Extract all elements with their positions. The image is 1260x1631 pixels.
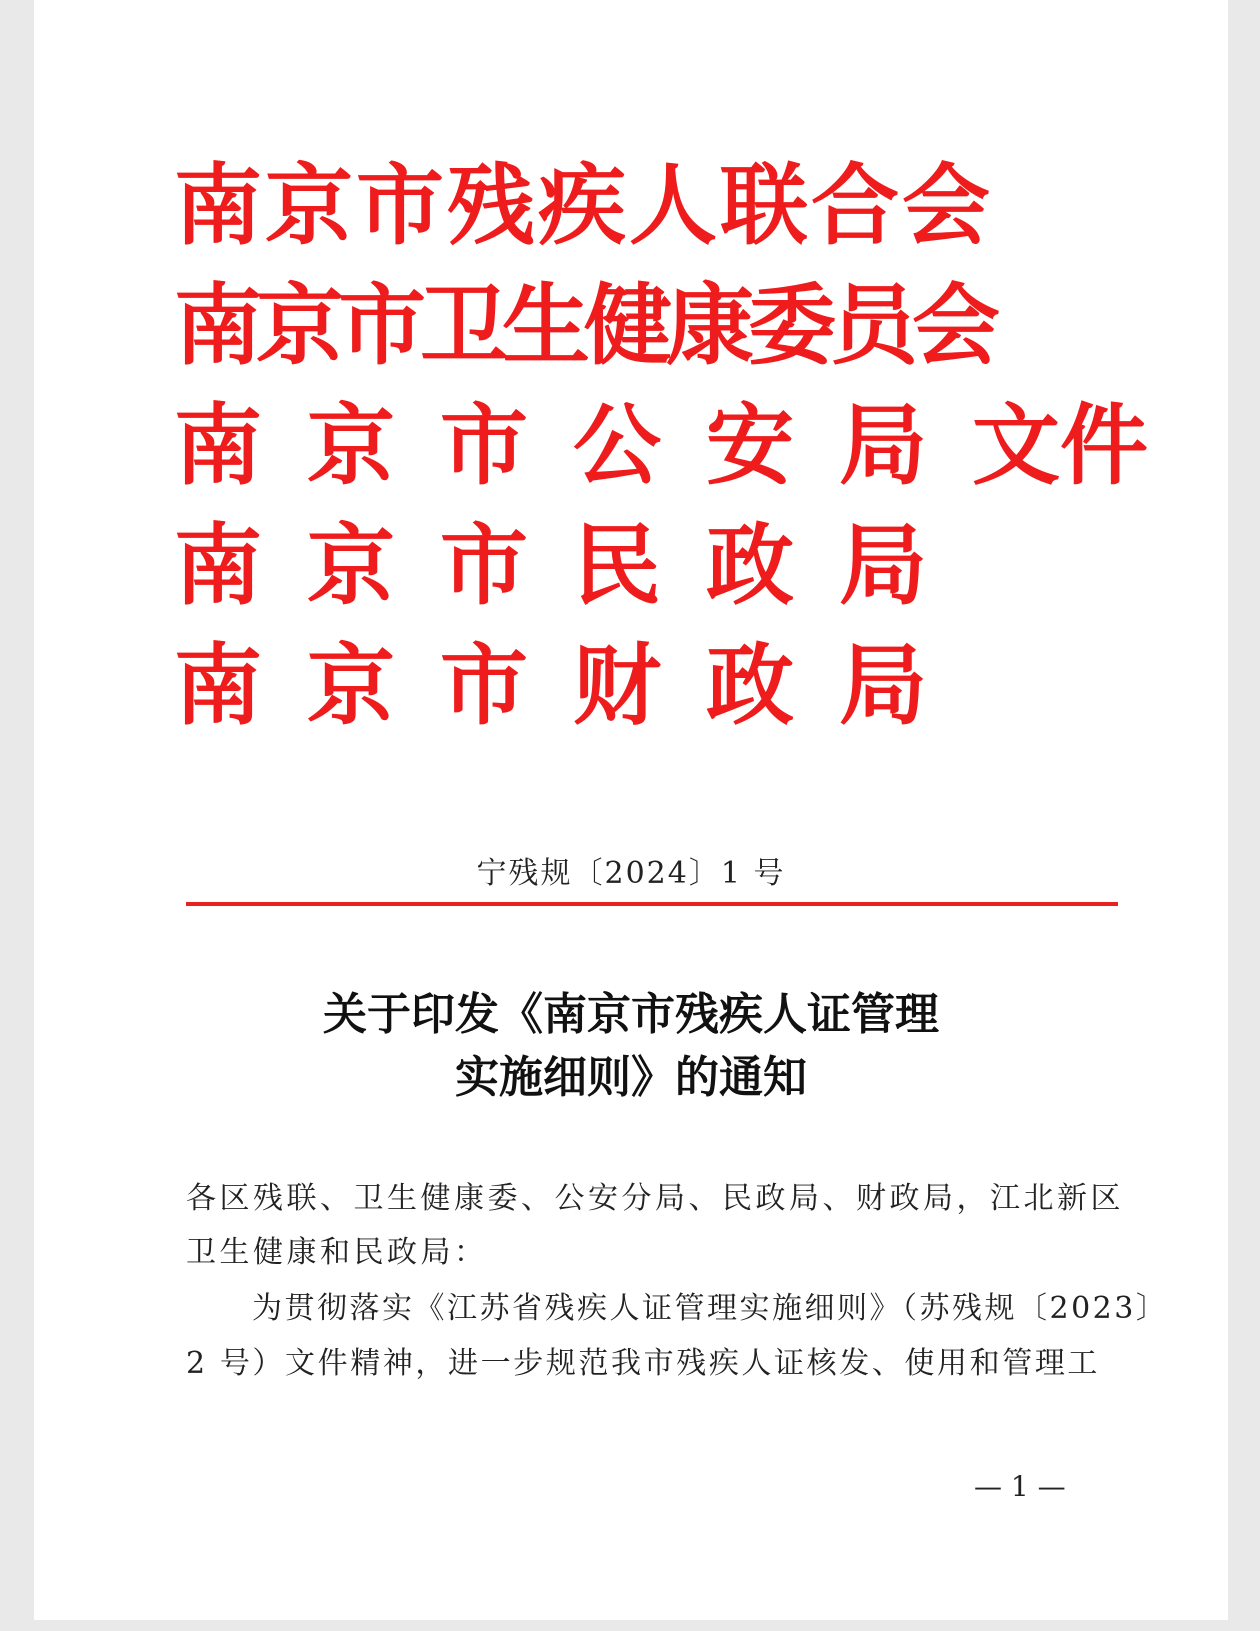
issuer-disabled-persons-federation: 南京市残疾人联合会 [174, 153, 994, 257]
red-divider-line [186, 902, 1118, 906]
issuer-public-security-name: 南京市公安局 [174, 393, 973, 497]
recipients-line-2: 卫生健康和民政局： [186, 1235, 488, 1270]
body-paragraph-line-1: 为贯彻落实《江苏省残疾人证管理实施细则》（苏残规〔2023〕 [252, 1291, 1169, 1326]
recipients-line-1: 各区残联、卫生健康委、公安分局、民政局、财政局，江北新区 [186, 1181, 1124, 1216]
notice-title-line-2: 实施细则》的通知 [455, 1052, 807, 1103]
document-suffix: 文件 [972, 393, 1149, 497]
issuer-public-security-bureau [174, 390, 1148, 500]
issuer-civil-affairs-bureau: 南京市民政局 [174, 513, 973, 617]
document-page [34, 0, 1228, 1620]
page-number: — 1 — [974, 1470, 1066, 1503]
issuer-finance-bureau: 南京市财政局 [174, 633, 973, 737]
document-number: 宁残规〔2024〕1 号 [476, 856, 786, 891]
body-paragraph-line-2: 2 号）文件精神，进一步规范我市残疾人证核发、使用和管理工 [186, 1346, 1101, 1381]
issuer-health-commission: 南京市卫生健康委员会 [174, 273, 995, 377]
notice-title-line-1: 关于印发《南京市残疾人证管理 [323, 989, 939, 1040]
